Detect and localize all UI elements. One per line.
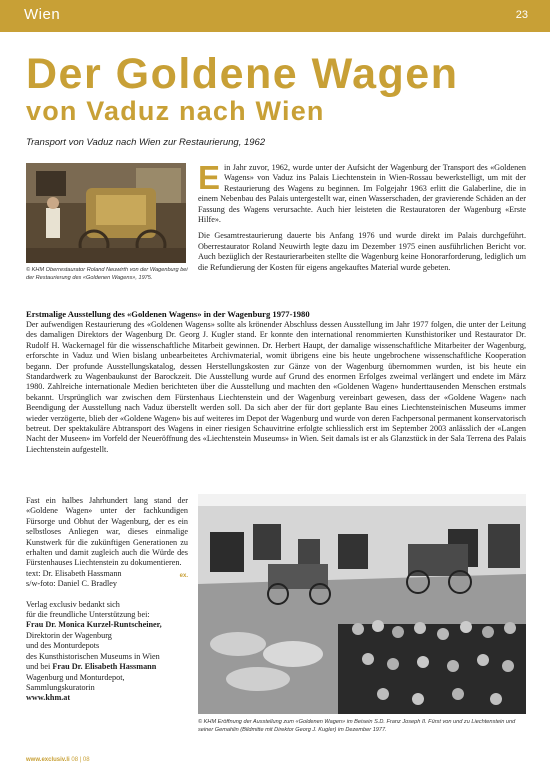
thanks-line-3: Direktorin der Wagenburg [26,630,112,640]
thanks-line-6 [26,662,188,672]
thanks-line-1: Verlag exclusiv bedankt sich [26,599,120,609]
intro-paragraph-2: Die Gesamtrestaurierung dauerte bis Anfang 1976 und wurde direkt im Palais durchgeführt. Oberrestaurator Roland Neuwirth legte dazu im Dezember 1975 einen ausführlichen Bericht vor. Auch bezüglich der Restaurierarbeiten stellte die Wagenburg keine Honorarforderung, lediglich um die Refundierung der Kosten für eigens angekauftes Material wurde gebeten. [198,231,526,272]
section-heading: Erstmalige Ausstellung des «Goldenen Wagens» in der Wagenburg 1977-1980 [26,309,310,319]
website-link[interactable]: www.khm.at [26,693,71,703]
photo2-caption: © KHM Eröffnung der Ausstellung zum «Goldenen Wagen» im Beisein S.D. Franz Joseph II. Fürst von und zu Liechtenstein und seiner Gemahlin (Bildmitte mit Direktor Georg J. Kugler) im Dezember 1977. [198,719,516,733]
footer-site[interactable]: www.exclusiv.li [26,757,70,763]
header-bar [0,0,550,32]
restoration-photo [26,163,186,263]
thanks-name-2: Frau Dr. Elisabeth Hassmann [52,662,157,672]
section-label: Wien [24,6,61,23]
photo1-caption: © KHM Oberrestaurator Roland Neuwirth von der Wagenburg bei der Restaurierung des «Goldenen Wagens», 1975. [26,267,188,281]
page-number: 23 [515,9,528,21]
intro-text [198,159,526,273]
closing-column [26,496,188,704]
thanks-line-2: für die freundliche Unterstützung bei: [26,610,150,620]
section-body: Der aufwendigen Restaurierung des «Goldenen Wagens» sollte als krönender Abschluss dessen Ausstellung im Jahr 1977 folgen, die unter der Leitung des damaligen Direktors der Wagenburg Dr. Georg J. Kugler stand. Er konnte den international renommierten Kunsthistoriker und Restaurator Dr. Rudolf H. Wackernagel für die wissenschaftliche Mitarbeit gewinnen. Dr. Herbert Haupt, der damalige wissenschaftliche Mitarbeiter der Wagenburg, erforschte in Vaduz und Wien bislang unbearbeitetes Archivmaterial, womit übrigens eine bis heute ungebrochene wissenschaftliche Kooperation begann. Der profunde Ausstellungskatalog, dessen Herstellungskosten zur Gänze von der Wagenburg übernommen wurden, ist bis heute ein Standardwerk zu Wagenbaukunst der Barockzeit. Die Ausstellung wurde auf Grund des enormen Erfolges zweimal verlängert und endete im März 1980. Zahlreiche internationale Medien berichteten über die Ausstellung und machten den «Goldenen Wagen» hunderttausenden Menschen erstmals bekannt. Ursprünglich war zwischen dem Fürstenhaus Liechtenstein und der Wagenburg vereinbart gewesen, dass der «Goldene Wagen» nach Beendigung der Ausstellung nach Vaduz überstellt werden soll. Da sich aber der für dort geplante Bau eines Liechtensteinischen Museums immer wieder verzögerte, blieb der «Goldene Wagen» bis auf weiteres im Depot der Wagenburg und wurde von deren Fachpersonal permanent konservatorisch betreut. Der spektakuläre Abtransport des Wagens in einer riesigen Schauvitrine erfolgte schliesslich erst im September 2003 anlässlich der «Langen Nacht der Museen» im Vorfeld der Neueröffnung des «Liechtenstein Museums» in Wien. Seit damals ist er als Glanzstück in der Sala Terrena des Palais Liechtenstein aufgestellt. [26,320,526,454]
thanks-line-8: Sammlungskuratorin [26,682,95,692]
article-title: Der Goldene Wagen [26,50,459,98]
exhibition-photo [198,494,526,714]
exhibition-photo-image [198,494,526,714]
thanks-line-6-prefix: und bei [26,662,53,672]
footer [26,757,90,763]
thanks-line-4: und des Monturdepots [26,641,100,651]
closing-text: Fast ein halbes Jahrhundert lang stand der «Goldene Wagen» unter der fachkundigen Fürsorge und Obhut der Wagenburg, der es ein selbstloses Anliegen war, dieses einmalige Kunstwerk für die zukünftigen Generationen zu erhalten und damit zugleich auch die Würde des Fürstenhauses Liechtenstein zu dokumentieren. [26,496,188,568]
thanks-line-7: Wagenburg und Monturdepot, [26,672,125,682]
ex-mark: ex. [179,572,188,579]
text-credit: text: Dr. Elisabeth Hassmann [26,568,122,578]
thanks-name-1: Frau Dr. Monica Kurzel-Runtscheiner, [26,620,162,630]
restoration-photo-image [26,163,186,263]
intro-paragraph-1: in Jahr zuvor, 1962, wurde unter der Aufsicht der Wagenburg der Transport des «Goldenen Wagens» von Vaduz ins Palais Liechtenstein in Wien-Rossau bewerkstelligt, um mit der Restaurierung des Wagens zu beginnen. Im Folgejahr 1963 erlitt die Galaberline, die in einem Nebenbau des Palais untergestellt war, einen Wasserschaden, der gravierende Schäden an der Fassung des Wagens verursachte. Auch hier leisteten die Restauratoren der Wagenburg «Erste Hilfe». [198,163,526,225]
photo-credit: s/w-foto: Daniel C. Bradley [26,579,117,589]
top-caption: Transport von Vaduz nach Wien zur Restaurierung, 1962 [26,137,266,148]
footer-issue: 08 | 08 [71,757,90,763]
article-subtitle: von Vaduz nach Wien [26,96,325,126]
thanks-line-5: des Kunsthistorischen Museums in Wien [26,651,160,661]
drop-cap: E [198,159,221,196]
